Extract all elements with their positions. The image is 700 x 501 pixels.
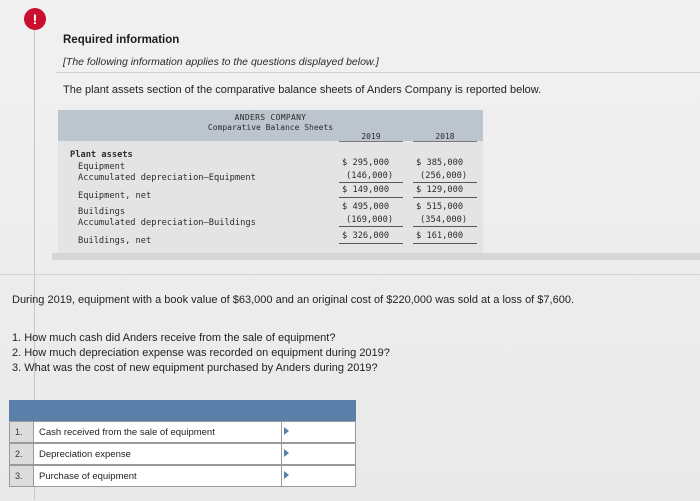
answer-table-header (9, 400, 356, 421)
subtotal-line (413, 226, 477, 227)
answer-row (9, 421, 356, 443)
row-label-accum-dep-buildings: Accumulated depreciation—Buildings (78, 218, 256, 228)
statement-bottom-band (52, 253, 700, 260)
divider (56, 72, 700, 73)
answer-input-purchase-equipment[interactable] (282, 466, 355, 486)
statement-subtitle: Comparative Balance Sheets (207, 123, 334, 132)
total-line (339, 243, 403, 244)
year-2019-header: 2019 (361, 132, 381, 141)
subtotal-line (339, 182, 403, 183)
cell-2019: $ 495,000 (342, 202, 390, 212)
problem-paragraph: During 2019, equipment with a book value of $63,000 and an original cost of $220,000 was sold at a loss of $7,600. (12, 294, 574, 306)
answer-label: Purchase of equipment (34, 466, 282, 486)
cell-2018: $ 515,000 (416, 202, 464, 212)
question-3: 3. What was the cost of new equipment purchased by Anders during 2019? (12, 362, 378, 374)
cell-2019: $ 295,000 (342, 158, 390, 168)
required-info-note: [The following information applies to the questions displayed below.] (63, 56, 379, 68)
intro-text: The plant assets section of the comparative balance sheets of Anders Company is reported below. (63, 84, 542, 96)
answer-row (9, 465, 356, 487)
row-label-buildings-net: Buildings, net (78, 236, 152, 246)
answer-row (9, 443, 356, 465)
row-label-accum-dep-equipment: Accumulated depreciation—Equipment (78, 173, 256, 183)
balance-sheet-statement (58, 110, 483, 253)
answer-input-cash-received[interactable] (282, 422, 355, 442)
row-number: 1. (10, 422, 34, 442)
subtotal-line (339, 226, 403, 227)
plant-assets-label: Plant assets (70, 150, 133, 160)
row-label-equipment-net: Equipment, net (78, 191, 152, 201)
year-2018-header: 2018 (435, 132, 455, 141)
question-1: 1. How much cash did Anders receive from the sale of equipment? (12, 332, 336, 344)
cell-2018: $ 129,000 (416, 185, 464, 195)
row-number: 3. (10, 466, 34, 486)
required-info-title: Required information (63, 34, 180, 46)
total-line (339, 197, 403, 198)
year-underline (413, 141, 477, 142)
pointer-icon (284, 471, 289, 479)
answer-label: Depreciation expense (34, 444, 282, 464)
statement-header (58, 110, 483, 141)
divider (0, 274, 700, 275)
cell-2018: $ 161,000 (416, 231, 464, 241)
cell-2018: (354,000) (420, 215, 468, 225)
row-label-buildings: Buildings (78, 207, 126, 217)
subtotal-line (413, 182, 477, 183)
cell-2018: $ 385,000 (416, 158, 464, 168)
total-line (413, 197, 477, 198)
pointer-icon (284, 449, 289, 457)
question-2: 2. How much depreciation expense was recorded on equipment during 2019? (12, 347, 390, 359)
cell-2019: $ 149,000 (342, 185, 390, 195)
pointer-icon (284, 427, 289, 435)
row-number: 2. (10, 444, 34, 464)
cell-2018: (256,000) (420, 171, 468, 181)
answer-input-depreciation-expense[interactable] (282, 444, 355, 464)
company-name: ANDERS COMPANY (234, 113, 307, 122)
cell-2019: (169,000) (346, 215, 394, 225)
cell-2019: $ 326,000 (342, 231, 390, 241)
total-line (413, 243, 477, 244)
cell-2019: (146,000) (346, 171, 394, 181)
alert-icon: ! (24, 8, 46, 30)
row-label-equipment: Equipment (78, 162, 126, 172)
answer-label: Cash received from the sale of equipment (34, 422, 282, 442)
year-underline (339, 141, 403, 142)
